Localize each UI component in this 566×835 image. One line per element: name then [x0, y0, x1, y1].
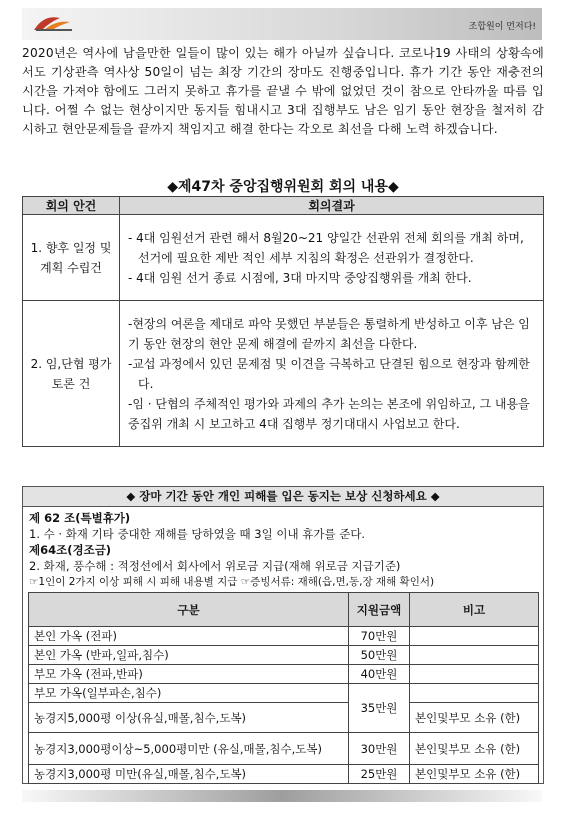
category-cell: 본인 가옥 (반파,일파,침수): [29, 646, 349, 665]
col-remark: 비고: [410, 593, 539, 627]
meeting-table: [22, 196, 544, 447]
remark-cell: 본인및부모 소유 (한): [410, 765, 539, 784]
amount-cell: 50만원: [349, 646, 410, 665]
compensation-box: [22, 486, 544, 784]
table-row: [29, 703, 539, 733]
footer-bar: [22, 790, 542, 802]
agenda-cell: 1. 향후 일정 및 계획 수립건: [23, 215, 120, 301]
table-row: [23, 215, 544, 301]
agenda-cell: 2. 임,단협 평가 토론 건: [23, 301, 120, 447]
category-cell: 농경지3,000평 미만(유실,매몰,침수,도복): [29, 765, 349, 784]
article-62-text: 1. 수 · 화재 기타 중대한 재해를 당하였을 때 3일 이내 휴가를 준다.: [29, 527, 366, 541]
article-64-text: 2. 화재, 풍수해 : 적정선에서 회사에서 위로금 지급(재해 위로금 지급기준): [29, 559, 401, 573]
remark-cell: [410, 646, 539, 665]
table-row: [29, 627, 539, 646]
result-item: -임 · 단협의 주체적인 평가와 과제의 추가 논의는 본조에 위임하고, 그 내용을 중집위 개최 시 보고하고 4대 집행부 정기대대시 사업보고 한다.: [128, 396, 530, 431]
amount-cell: 30만원: [349, 733, 410, 765]
table-row: [29, 684, 539, 703]
meeting-title: ◆제47차 중앙집행위원회 회의 내용◆: [167, 179, 399, 195]
remark-cell: 본인및부모 소유 (한): [410, 703, 539, 733]
intro-paragraph: 2020년은 역사에 남을만한 일들이 많이 있는 해가 아닐까 싶습니다. 코로나19 사태의 상황속에서도 기상관측 역사상 50일이 넘는 최장 기간의 장마도 진행중입니다. 휴가 기간 동안 재충전의 시간을 가져야 함에도 그러지 못하고 휴가를 끝낼 수 밖에 없었던 것이 참으로 안타까울 따름 입니다. 어쩔 수 없는 현상이지만 동지들 힘내시고 3대 집행부도 남은 임기 동안 현장을 철저히 감시하고 현안문제들을 끝까지 책임지고 해결 한다는 각오로 최선을 다해 노력 하겠습니다.: [22, 46, 544, 136]
header-slogan: 조합원이 먼저다!: [468, 22, 536, 32]
table-row: [29, 665, 539, 684]
remark-cell: [410, 627, 539, 646]
result-cell: [120, 215, 544, 301]
payment-note: ☞1인이 2가지 이상 피해 시 피해 내용별 지급 ☞증빙서류: 재해(읍,면,동,장 재해 확인서): [29, 576, 435, 588]
table-row: [23, 301, 544, 447]
remark-cell: [410, 665, 539, 684]
table-row: [29, 646, 539, 665]
result-item: - 4대 임원 선거 종료 시점에, 3대 마지막 중앙집행위를 개최 한다.: [128, 270, 472, 285]
compensation-table-header: [29, 593, 539, 627]
remark-cell: 본인및부모 소유 (한): [410, 733, 539, 765]
category-cell: 농경지3,000평이상~5,000평미만 (유실,매몰,침수,도복): [29, 733, 349, 765]
table-row: [29, 765, 539, 784]
amount-cell: 70만원: [349, 627, 410, 646]
meeting-table-header: [23, 197, 544, 215]
col-category: 구분: [29, 593, 349, 627]
category-cell: 부모 가옥 (전파,반파): [29, 665, 349, 684]
union-logo-icon: [30, 12, 78, 34]
col-amount: 지원금액: [349, 593, 410, 627]
table-row: [29, 733, 539, 765]
article-62-title: 제 62 조(특별휴가): [29, 511, 131, 525]
article-64-title: 제64조(경조금): [29, 543, 112, 557]
header-bar: [22, 8, 542, 40]
result-item: -교섭 과정에서 있던 문제점 및 이견을 극복하고 단결된 힘으로 현장과 함께한다.: [128, 356, 530, 391]
amount-cell: 35만원: [349, 684, 410, 733]
result-item: -현장의 여론을 제대로 파악 못했던 부분들은 통렬하게 반성하고 이후 남은 임기 동안 현장의 현안 문제 해결에 끝까지 최선을 다한다.: [128, 316, 530, 351]
category-cell: 본인 가옥 (전파): [29, 627, 349, 646]
category-cell: 농경지5,000평 이상(유실,매몰,침수,도복): [29, 703, 349, 733]
col-result: 회의결과: [120, 197, 544, 215]
amount-cell: 40만원: [349, 665, 410, 684]
category-cell: 부모 가옥(일부파손,침수): [29, 684, 349, 703]
result-cell: [120, 301, 544, 447]
remark-cell: [410, 684, 539, 703]
amount-cell: 25만원: [349, 765, 410, 784]
result-item: - 4대 임원선거 관련 해서 8월20~21 양일간 선관위 전체 회의를 개최 하며, 선거에 필요한 제반 적인 세부 지침의 확정은 선관위가 결정한다.: [128, 230, 524, 265]
compensation-title: ◆ 장마 기간 동안 개인 피해를 입은 동지는 보상 신청하세요 ◆: [23, 487, 543, 507]
col-agenda: 회의 안건: [23, 197, 120, 215]
compensation-table: [28, 592, 539, 784]
